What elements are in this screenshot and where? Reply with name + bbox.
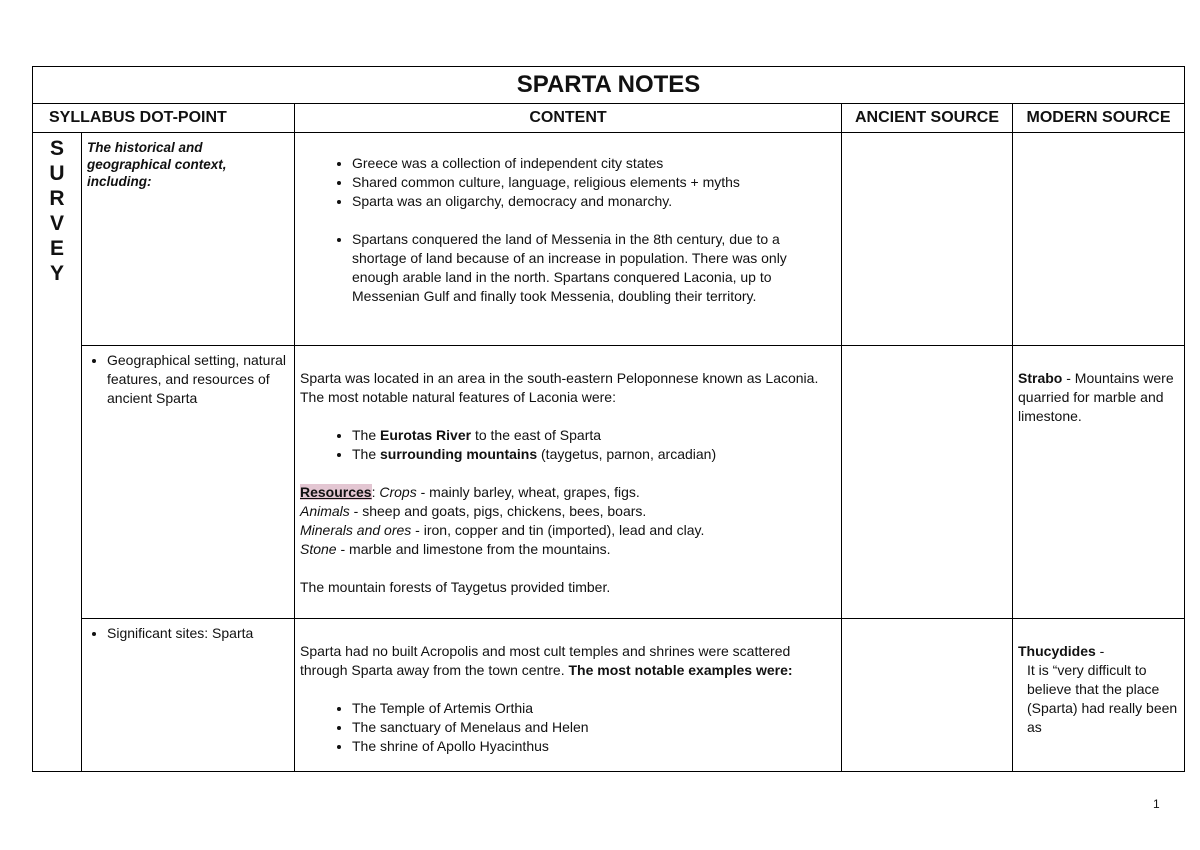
context-list-a <box>300 154 836 211</box>
notes-page <box>32 66 1184 772</box>
resources-label: Resources <box>300 484 372 500</box>
modern-source-cell <box>1013 619 1185 772</box>
dotpoint-significant-sites: • Significant sites: Sparta <box>107 624 289 643</box>
side-letter: E <box>49 237 64 260</box>
list-item: • Greece was a collection of independent city states <box>352 154 836 173</box>
header-ancient-source: ANCIENT SOURCE <box>842 104 1013 133</box>
title-row <box>33 67 1185 104</box>
dotpoint-geographical-setting: • Geographical setting, natural features, and resources of ancient Sparta <box>107 351 289 408</box>
side-letter: V <box>49 212 64 235</box>
header-modern-source: MODERN SOURCE <box>1013 104 1185 133</box>
ancient-source-cell <box>842 133 1013 346</box>
thucydides-source: Thucydides - <box>1018 643 1105 659</box>
side-letter: U <box>49 162 65 185</box>
dotpoint-list <box>87 351 289 408</box>
dotpoint-cell <box>82 346 295 619</box>
page-number: 1 <box>1153 797 1160 811</box>
natural-features-list <box>300 426 836 464</box>
list-item: • The Eurotas River to the east of Sparta <box>352 426 836 445</box>
timber-line: The mountain forests of Taygetus provided timber. <box>300 579 611 595</box>
thucydides-quote: It is “very difficult to believe that the place (Sparta) had really been as <box>1027 662 1178 735</box>
sites-list <box>300 699 836 756</box>
header-content: CONTENT <box>295 104 842 133</box>
list-item: • Shared common culture, language, religious elements + myths <box>352 173 836 192</box>
header-row <box>33 104 1185 133</box>
side-letter: S <box>49 137 64 160</box>
sites-intro: Sparta had no built Acropolis and most cult temples and shrines were scattered through Sparta away from the town centre. The most notable examples were: <box>300 643 793 678</box>
dotpoint-historical-context: The historical and geographical context, including: <box>87 140 227 189</box>
animals-line: Animals - sheep and goats, pigs, chickens, bees, boars. <box>300 503 647 519</box>
list-item: • The Temple of Artemis Orthia <box>352 699 836 718</box>
row-geographical-setting <box>33 346 1185 619</box>
laconia-intro: Sparta was located in an area in the south-eastern Peloponnese known as Laconia. The most notable natural features of Laconia were: <box>300 370 819 405</box>
list-item: • Spartans conquered the land of Messenia in the 8th century, due to a shortage of land because of an increase in population. There was only enough arable land in the north. Spartans conquered Laconia, up to Messenian Gulf and finally took Messenia, doubling their territory. <box>352 230 836 306</box>
resources-line: Resources: Crops - mainly barley, wheat, grapes, figs. <box>300 484 640 500</box>
dotpoint-list <box>87 624 289 643</box>
row-historical-context <box>33 133 1185 346</box>
list-item: • Sparta was an oligarchy, democracy and monarchy. <box>352 192 836 211</box>
header-syllabus: SYLLABUS DOT-POINT <box>33 104 295 133</box>
survey-side-label <box>33 133 82 772</box>
ancient-source-cell <box>842 619 1013 772</box>
sparta-notes-table <box>32 66 1185 772</box>
context-list-b <box>300 230 836 306</box>
side-letter: Y <box>49 262 64 285</box>
row-significant-sites <box>33 619 1185 772</box>
modern-source-cell <box>1013 133 1185 346</box>
list-item: • The shrine of Apollo Hyacinthus <box>352 737 836 756</box>
side-letter: R <box>49 187 65 210</box>
list-item: • The sanctuary of Menelaus and Helen <box>352 718 836 737</box>
ancient-source-cell <box>842 346 1013 619</box>
content-cell <box>295 133 842 346</box>
modern-source-cell <box>1013 346 1185 619</box>
list-item: • The surrounding mountains (taygetus, parnon, arcadian) <box>352 445 836 464</box>
strabo-source: Strabo - Mountains were quarried for marble and limestone. <box>1018 370 1174 424</box>
content-cell <box>295 619 842 772</box>
dotpoint-cell <box>82 619 295 772</box>
document-title: SPARTA NOTES <box>33 67 1185 104</box>
stone-line: Stone - marble and limestone from the mountains. <box>300 541 611 557</box>
minerals-line: Minerals and ores - iron, copper and tin (imported), lead and clay. <box>300 522 705 538</box>
dotpoint-cell <box>82 133 295 346</box>
content-cell <box>295 346 842 619</box>
